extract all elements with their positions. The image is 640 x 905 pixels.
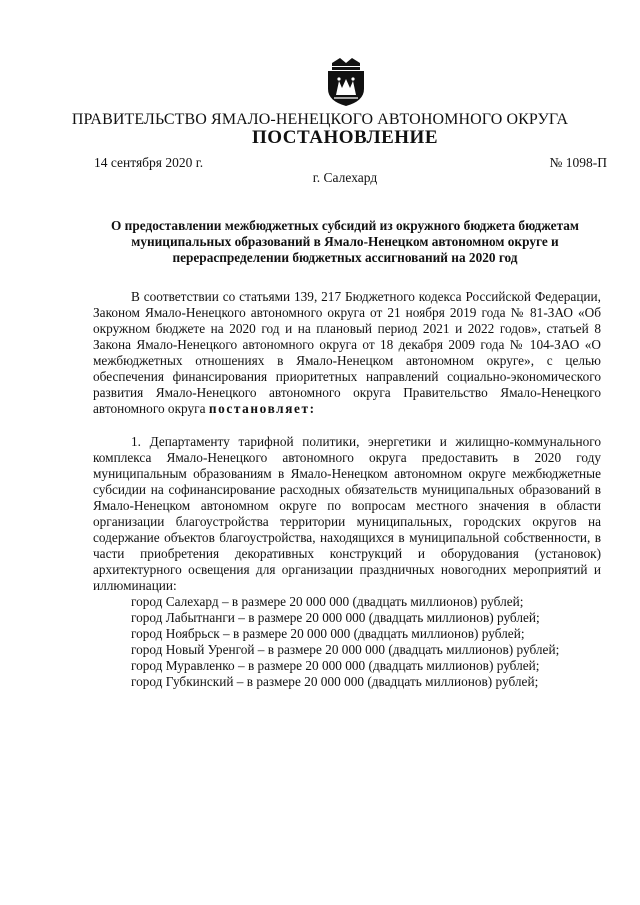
clause-1-text: 1. Департаменту тарифной политики, энергетики и жилищно-коммунального комплекса Ямало-Ненецкого автономного округа предоставить в 2020 году муниципальным образованиям в Ямало-Ненецком автономном округе межбюджетные субсидии на софинансирование расходных обязательств муниципальных образований в Ямало-Ненецком автономном округе по вопросам местного значения в области организации благоустройства территории муниципальных, городских округов на содержание объектов благоустройства, находящихся в муниципальной собственности, в части приобретения декоративных конструкций и оборудования (установок) архитектурного освещения для организации праздничных новогодних мероприятий и иллюминации: [93,434,601,593]
document-number: № 1098-П [549,155,607,170]
city-list [93,594,601,690]
list-item: город Ноябрьск – в размере 20 000 000 (двадцать миллионов) рублей; [131,626,525,641]
government-name: ПРАВИТЕЛЬСТВО ЯМАЛО-НЕНЕЦКОГО АВТОНОМНОГО ОКРУГА [71,111,569,128]
list-item: город Губкинский – в размере 20 000 000 (двадцать миллионов) рублей; [131,674,539,689]
list-item: город Салехард – в размере 20 000 000 (двадцать миллионов) рублей; [131,594,524,609]
document-city: г. Салехард [312,170,378,185]
list-item: город Лабытнанги – в размере 20 000 000 (двадцать миллионов) рублей; [131,610,540,625]
list-item: город Муравленко – в размере 20 000 000 (двадцать миллионов) рублей; [131,658,540,673]
resolves-word: постановляет: [208,401,316,416]
document-title: О предоставлении межбюджетных субсидий из окружного бюджета бюджетам муниципальных образований в Ямало-Ненецком автономном округе и перераспределении бюджетных ассигнований на 2020 год [111,218,579,265]
document-date: 14 сентября 2020 г. [94,155,204,170]
preamble-text: В соответствии со статьями 139, 217 Бюджетного кодекса Российской Федерации, Законом Ямало-Ненецкого автономного округа от 21 ноября 2019 года № 81-ЗАО «Об окружном бюджете на 2020 год и на плановый период 2021 и 2022 годов», статьей 8 Закона Ямало-Ненецкого автономного округа от 18 декабря 2009 года № 104-ЗАО «О межбюджетных отношениях в Ямало-Ненецком автономном округе», с целью обеспечения финансирования приоритетных направлений социально-экономического развития Ямало-Ненецкого автономного округа Правительство Ямало-Ненецкого автономного округа [93,289,601,416]
list-item: город Новый Уренгой – в размере 20 000 000 (двадцать миллионов) рублей; [131,642,560,657]
coat-of-arms-icon [326,57,366,107]
document-type: ПОСТАНОВЛЕНИЕ [251,127,439,148]
clause-1 [93,434,601,594]
preamble-paragraph [93,289,601,417]
